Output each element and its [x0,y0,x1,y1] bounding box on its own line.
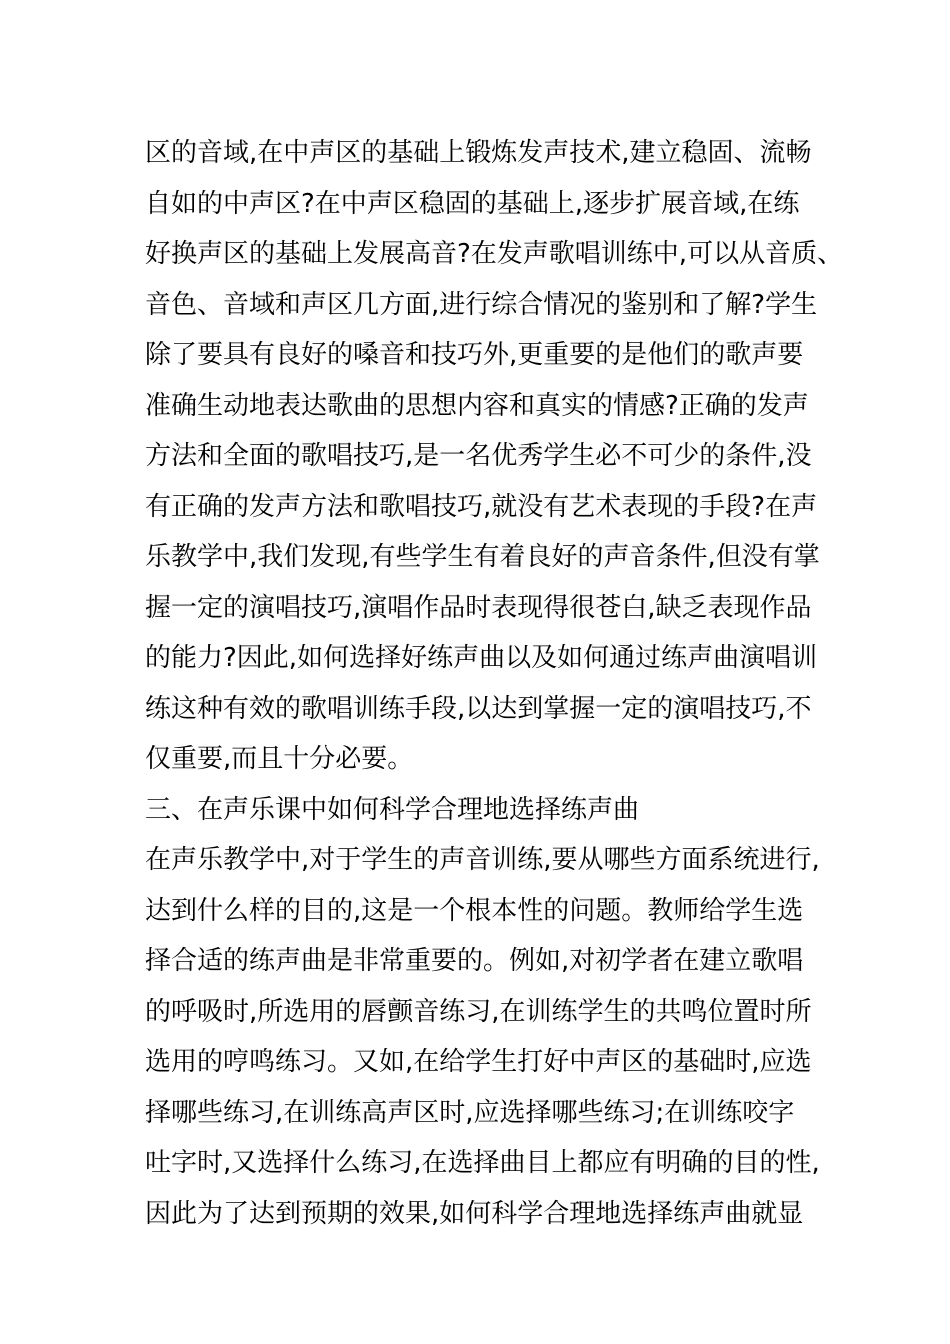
text-line: 的呼吸时,所选用的唇颤音练习,在训练学生的共鸣位置时所 [145,996,812,1027]
text-line: 仅重要,而且十分必要。 [145,744,414,774]
text-line: 的能力?因此,如何选择好练声曲以及如何通过练声曲演唱训 [145,643,818,673]
text-line: 乐教学中,我们发现,有些学生有着良好的声音条件,但没有掌 [145,542,820,572]
text-line: 择合适的练声曲是非常重要的。例如,对初学者在建立歌唱 [145,946,804,976]
text-line: 因此为了达到预期的效果,如何科学合理地选择练声曲就显 [145,1198,804,1229]
text-line: 握一定的演唱技巧,演唱作品时表现得很苍白,缺乏表现作品 [145,592,812,623]
text-line: 达到什么样的目的,这是一个根本性的问题。教师给学生选 [145,895,804,926]
text-line: 好换声区的基础上发展高音?在发声歌唱训练中,可以从音质、 [145,239,844,269]
text-line: 音色、音域和声区几方面,进行综合情况的鉴别和了解?学生 [145,289,818,320]
text-line: 择哪些练习,在训练高声区时,应选择哪些练习;在训练咬字 [145,1097,795,1128]
text-line: 区的音域,在中声区的基础上锻炼发声技术,建立稳固、流畅 [145,138,812,168]
text-line: 准确生动地表达歌曲的思想内容和真实的情感?正确的发声 [145,390,809,421]
text-line: 除了要具有良好的嗓音和技巧外,更重要的是他们的歌声要 [145,340,804,370]
text-line: 练这种有效的歌唱训练手段,以达到掌握一定的演唱技巧,不 [145,693,812,724]
text-line: 自如的中声区?在中声区稳固的基础上,逐步扩展音域,在练 [145,188,800,219]
text-line: 吐字时,又选择什么练习,在选择曲目上都应有明确的目的性, [145,1148,820,1178]
text-line: 选用的哼鸣练习。又如,在给学生打好中声区的基础时,应选 [145,1047,812,1077]
body-text [145,128,844,1239]
text-line: 在声乐教学中,对于学生的声音训练,要从哪些方面系统进行, [145,845,820,875]
text-line: 方法和全面的歌唱技巧,是一名优秀学生必不可少的条件,没 [145,441,812,471]
text-line: 有正确的发声方法和歌唱技巧,就没有艺术表现的手段?在声 [145,491,818,522]
section-heading: 三、在声乐课中如何科学合理地选择练声曲 [145,794,640,825]
